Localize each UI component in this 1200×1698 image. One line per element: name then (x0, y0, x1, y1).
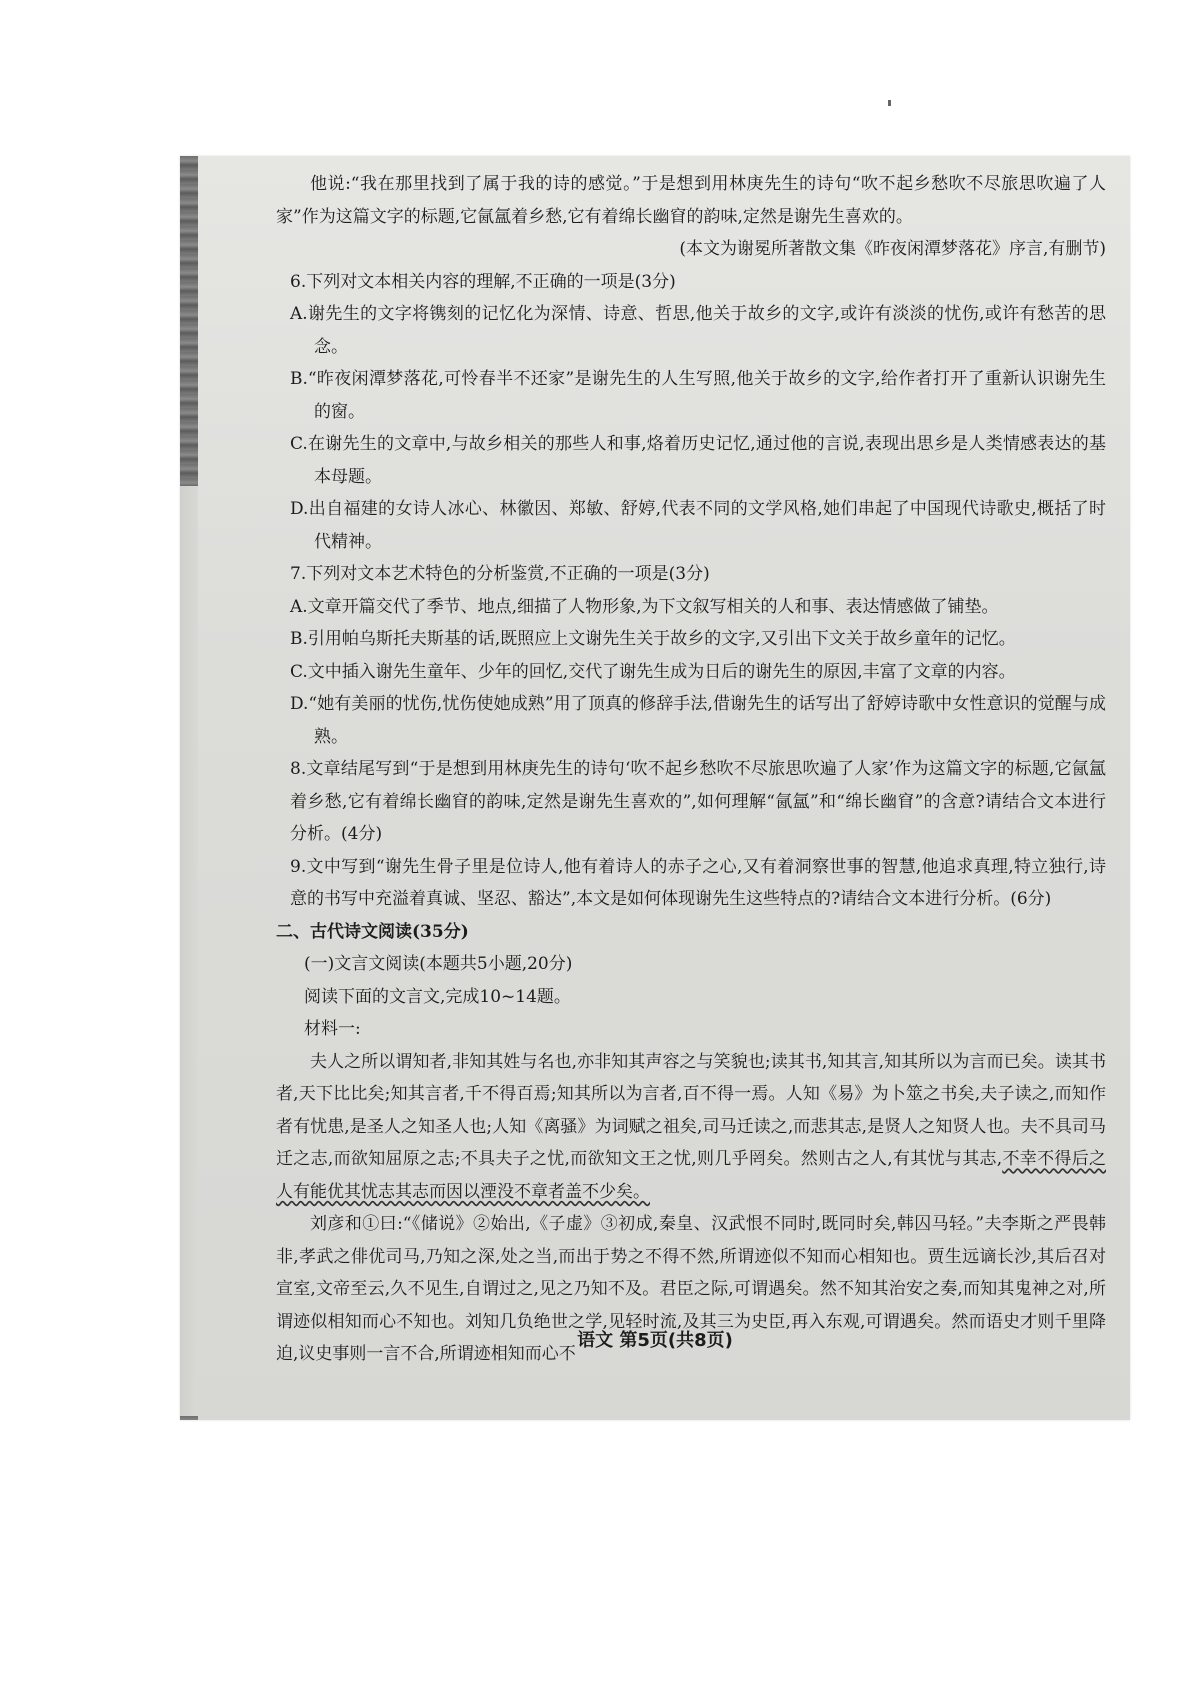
scan-edge-paper (180, 486, 198, 1416)
material-1-label: 材料一: (304, 1019, 361, 1039)
exam-page (180, 156, 1130, 1420)
question-6-stem: 6.下列对文本相关内容的理解,不正确的一项是(3分) (290, 271, 676, 292)
question-6-option-b: B.“昨夜闲潭梦落花,可怜春半不还家”是谢先生的人生写照,他关于故乡的文字,给作者打开了重新认识谢先生的窗。 (290, 369, 1106, 422)
subsection-title: (一)文言文阅读(本题共5小题,20分) (304, 954, 573, 974)
question-9-stem: 9.文中写到“谢先生骨子里是位诗人,他有着诗人的赤子之心,又有着洞察世事的智慧,他追求真理,特立独行,诗意的书写中充溢着真诚、坚忍、豁达”,本文是如何体现谢先生这些特点的?请结合文本进行分析。(6分) (290, 856, 1106, 909)
material-1-paragraph-1 (276, 1046, 1106, 1209)
passage-source-note: (本文为谢冕所著散文集《昨夜闲潭梦落花》序言,有删节) (679, 239, 1106, 259)
material-1-paragraph-1-text: 夫人之所以谓知者,非知其姓与名也,亦非知其声容之与笑貌也;读其书,知其言,知其所以为言而已矣。读其书者,天下比比矣;知其言者,千不得百焉;知其所以为言者,百不得一焉。人知《易》为卜筮之书矣,夫子读之,而知作者有忧患,是圣人之知圣人也;人知《离骚》为词赋之祖矣,司马迁读之,而悲其志,是贤人之知贤人也。夫不具司马迁之志,而欲知屈原之志;不具夫子之忧,而欲知文王之忧,则几乎罔矣。然则古之人,有其忧与其志, (276, 1051, 1106, 1169)
question-7-option-a: A.文章开篇交代了季节、地点,细描了人物形象,为下文叙写相关的人和事、表达情感做了铺垫。 (290, 596, 999, 617)
page-footer: 语文 第5页(共8页) (577, 1330, 733, 1351)
page-content (276, 168, 1106, 1371)
question-7-option-c: C.文中插入谢先生童年、少年的回忆,交代了谢先生成为日后的谢先生的原因,丰富了文章的内容。 (290, 661, 1016, 682)
question-6-option-d: D.出自福建的女诗人冰心、林徽因、郑敏、舒婷,代表不同的文学风格,她们串起了中国现代诗歌史,概括了时代精神。 (290, 499, 1106, 552)
section-2-title: 二、古代诗文阅读(35分) (276, 921, 469, 942)
question-8-stem: 8.文章结尾写到“于是想到用林庚先生的诗句‘吹不起乡愁吹不尽旅思吹遍了人家’作为这篇文字的标题,它氤氲着乡愁,它有着绵长幽窅的韵味,定然是谢先生喜欢的”,如何理解“氤氲”和“绵长幽窅”的含意?请结合文本进行分析。(4分) (290, 759, 1106, 844)
question-6-option-c: C.在谢先生的文章中,与故乡相关的那些人和事,烙着历史记忆,通过他的言说,表现出思乡是人类情感表达的基本母题。 (290, 434, 1106, 487)
reading-instruction: 阅读下面的文言文,完成10~14题。 (304, 986, 571, 1007)
material-1-paragraph-2: 刘彦和①曰:“《储说》②始出,《子虚》③初成,秦皇、汉武恨不同时,既同时矣,韩囚马轻。”夫李斯之严畏韩非,孝武之俳优司马,乃知之深,处之当,而出于势之不得不然,所谓迹似不知而心相知也。贾生远谪长沙,其后召对宣室,文帝至云,久不见生,自谓过之,见之乃知不及。君臣之际,可谓遇矣。然不知其治安之奏,而知其鬼神之对,所谓迹似相知而心不知也。刘知几负绝世之学,见轻时流,及其三为史臣,再入东观,可谓遇矣。然而语史才则千里降迫,议史事则一言不合,所谓迹相知而心不 (276, 1214, 1106, 1364)
question-7-stem: 7.下列对文本艺术特色的分析鉴赏,不正确的一项是(3分) (290, 564, 710, 584)
question-7-option-d: D.“她有美丽的忧伤,忧伤使她成熟”用了顶真的修辞手法,借谢先生的话写出了舒婷诗歌中女性意识的觉醒与成熟。 (290, 694, 1106, 747)
passage-closing-paragraph: 他说:“我在那里找到了属于我的诗的感觉。”于是想到用林庚先生的诗句“吹不起乡愁吹不尽旅思吹遍了人家”作为这篇文字的标题,它氤氲着乡愁,它有着绵长幽窅的韵味,定然是谢先生喜欢的。 (276, 174, 1106, 227)
question-7-option-b: B.引用帕乌斯托夫斯基的话,既照应上文谢先生关于故乡的文字,又引出下文关于故乡童年的记忆。 (290, 629, 1016, 649)
wavy-underlined-sentence: 不幸不得后之人有能优其忧志其志而因以湮没不章者盖不少矣。 (276, 1149, 1106, 1202)
scan-speck (888, 100, 891, 106)
question-6-option-a: A.谢先生的文字将镌刻的记忆化为深情、诗意、哲思,他关于故乡的文字,或许有淡淡的忧伤,或许有愁苦的思念。 (290, 304, 1106, 357)
